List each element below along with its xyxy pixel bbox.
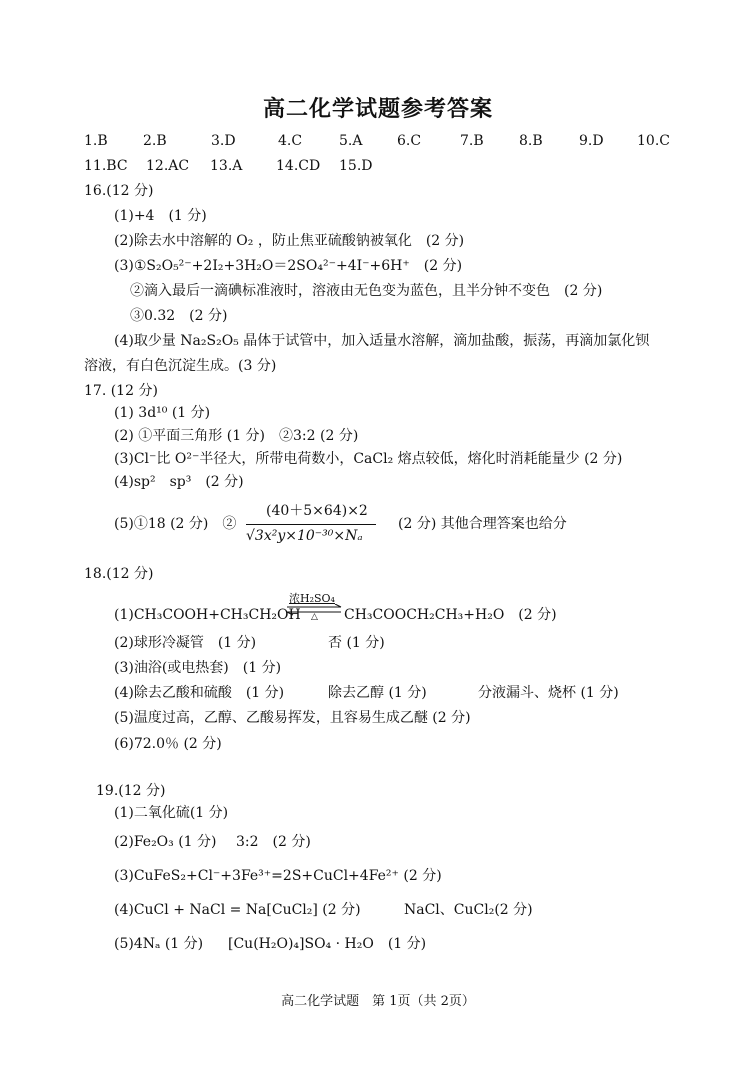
mc-answer: 4.C (278, 133, 303, 149)
q18-part6: (6)72.0％ (2 分) (114, 736, 222, 752)
q19-part4a: (4)CuCl + NaCl = Na[CuCl₂] (2 分) (114, 902, 361, 918)
fraction-numerator: (40＋5×64)×2 (266, 503, 368, 519)
q19-part5b: [Cu(H₂O)₄]SO₄ · H₂O (1 分) (228, 936, 427, 952)
q16-part1: (1)+4 (1 分) (114, 208, 207, 224)
q16-part3-equation: (3)①S₂O₅²⁻+2I₂+3H₂O＝2SO₄²⁻+4I⁻+6H⁺ (2 分) (114, 258, 463, 274)
q16-part4-line1: (4)取少量 Na₂S₂O₅ 晶体于试管中，加入适量水溶解，滴加盐酸，振荡，再滴加氯化钡 (114, 333, 650, 349)
q19-part5a: (5)4Nₐ (1 分) (114, 936, 204, 952)
q19-part4b: NaCl、CuCl₂(2 分) (404, 902, 533, 918)
mc-answer: 14.CD (276, 158, 321, 174)
mc-answer: 8.B (519, 133, 543, 149)
arrow-condition-bottom: △ (311, 612, 318, 622)
arrow-condition-top: 浓H₂SO₄ (289, 592, 335, 605)
mc-answer: 3.D (211, 133, 236, 149)
mc-answer: 13.A (210, 158, 243, 174)
q18-part4c: 分液漏斗、烧杯 (1 分) (478, 685, 619, 701)
page-title: 高二化学试题参考答案 (262, 96, 493, 122)
q18-part2b: 否 (1 分) (328, 635, 385, 651)
fraction-denominator: √3x²y×10⁻³⁰×Nₐ (246, 528, 363, 544)
q16-part2: (2)除去水中溶解的 O₂ ，防止焦亚硫酸钠被氧化 (2 分) (114, 233, 465, 249)
q18-part2a: (2)球形冷凝管 (1 分) (114, 635, 257, 651)
density-fraction (246, 500, 381, 552)
q19-header: 19.(12 分) (96, 783, 166, 799)
mc-answer: 15.D (339, 158, 373, 174)
q16-part3-endpoint: ②滴入最后一滴碘标准液时，溶液由无色变为蓝色，且半分钟不变色 (2 分) (130, 283, 603, 299)
q18-header: 18.(12 分) (84, 566, 154, 582)
mc-answer: 7.B (460, 133, 484, 149)
q18-part1-products: CH₃COOCH₂CH₃+H₂O (2 分) (344, 607, 557, 623)
mc-answer: 2.B (143, 133, 167, 149)
q17-part4: (4)sp² sp³ (2 分) (114, 474, 244, 490)
q19-part3: (3)CuFeS₂+Cl⁻+3Fe³⁺=2S+CuCl+4Fe²⁺ (2 分) (114, 868, 442, 884)
mc-answer: 10.C (637, 133, 670, 149)
q17-part5-prefix: (5)①18 (2 分) ② (114, 516, 237, 532)
mc-answer: 1.B (84, 133, 108, 149)
q18-part1-reactants: (1)CH₃COOH+CH₃CH₂OH (114, 607, 301, 623)
q18-part3: (3)油浴(或电热套) (1 分) (114, 660, 282, 676)
equilibrium-arrow (285, 590, 343, 624)
mc-answer: 6.C (397, 133, 422, 149)
q16-part4-line2: 溶液，有白色沉淀生成。(3 分) (84, 358, 277, 374)
q19-part2a: (2)Fe₂O₃ (1 分) (114, 834, 217, 850)
q19-part2b: 3:2 (2 分) (236, 834, 311, 850)
mc-answer: 11.BC (84, 158, 128, 174)
q17-part5-suffix: (2 分) 其他合理答案也给分 (398, 516, 567, 532)
q16-part3-value: ③0.32 (2 分) (130, 308, 228, 324)
q17-part2: (2) ①平面三角形 (1 分) ②3:2 (2 分) (114, 428, 359, 444)
mc-answer: 5.A (339, 133, 363, 149)
page-footer: 高二化学试题 第 1页（共 2页） (281, 994, 475, 1009)
q16-header: 16.(12 分) (84, 183, 154, 199)
q17-part1: (1) 3d¹⁰ (1 分) (114, 405, 211, 421)
mc-answer: 9.D (579, 133, 604, 149)
q17-part3: (3)Cl⁻比 O²⁻半径大，所带电荷数小，CaCl₂ 熔点较低，熔化时消耗能量少 (2 分) (114, 451, 623, 467)
q18-part5: (5)温度过高，乙醇、乙酸易挥发，且容易生成乙醚 (2 分) (114, 710, 471, 726)
mc-answer: 12.AC (146, 158, 190, 174)
fraction-bar (246, 524, 376, 525)
q19-part1: (1)二氧化硫(1 分) (114, 805, 229, 821)
q17-header: 17. (12 分) (84, 383, 158, 399)
q18-part4b: 除去乙醇 (1 分) (328, 685, 427, 701)
q18-part4a: (4)除去乙酸和硫酸 (1 分) (114, 685, 285, 701)
